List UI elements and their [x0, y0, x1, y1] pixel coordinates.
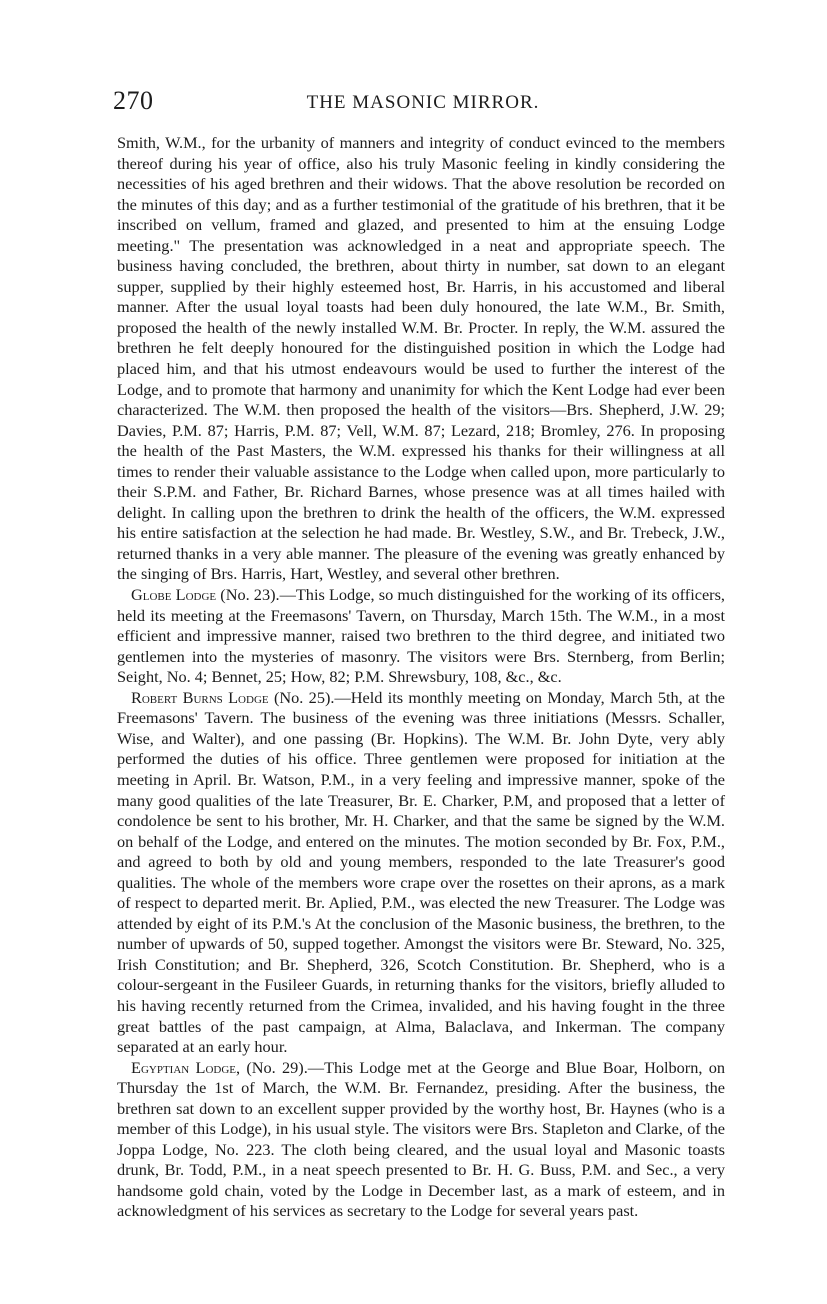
paragraph-globe-lodge: [117, 585, 725, 688]
running-title: THE MASONIC MIRROR.: [306, 92, 540, 113]
paragraph-lead: Globe Lodge: [131, 585, 217, 605]
paragraph-robert-burns-lodge: [117, 688, 725, 1058]
paragraph-text: Smith, W.M., for the urbanity of manners and integrity of conduct evinced to the members thereof during his year of office, also his truly Masonic feeling in kindly considering the necessities of his aged brethren and their widows. That the above resolution be recorded on the minutes of this day; and as a further testimonial of the gratitude of his brethren, that it be inscribed on vellum, framed and glazed, and presented to him at the ensuing Lodge meeting." The presentation was acknowledged in a neat and appropriate speech. The business having concluded, the brethren, about thirty in number, sat down to an elegant supper, supplied by their highly esteemed host, Br. Harris, in his accustomed and liberal manner. After the usual loyal toasts had been duly honoured, the late W.M., Br. Smith, proposed the health of the newly installed W.M. Br. Procter. In reply, the W.M. assured the brethren he felt deeply honoured for the distinguished position in which the Lodge had placed him, and that his utmost endeavours would be used to further the interest of the Lodge, and to promote that harmony and unanimity for which the Kent Lodge had ever been characterized. The W.M. then proposed the health of the visitors—Brs. Shepherd, J.W. 29; Davies, P.M. 87; Harris, P.M. 87; Vell, W.M. 87; Lezard, 218; Bromley, 276. In proposing the health of the Past Masters, the W.M. expressed his thanks for their willingness at all times to render their valuable assistance to the Lodge when called upon, more particularly to their S.P.M. and Father, Br. Richard Barnes, whose presence was at all times hailed with delight. In calling upon the brethren to drink the health of the officers, the W.M. expressed his entire satisfaction at the selection he had made. Br. Westley, S.W., and Br. Trebeck, J.W., returned thanks in a very able manner. The pleasure of the evening was greatly enhanced by the singing of Brs. Harris, Hart, Westley, and several other brethren.: [117, 133, 725, 584]
paragraph-kent-lodge-continued: [117, 133, 725, 585]
paragraph-text: , (No. 29).—This Lodge met at the George and Blue Boar, Holborn, on Thursday the 1st of March, the W.M. Br. Fernandez, presiding. After the business, the brethren sat down to an excellent supper provided by the worthy host, Br. Haynes (who is a member of this Lodge), in his usual style. The visitors were Brs. Stapleton and Clarke, of the Joppa Lodge, No. 223. The cloth being cleared, and the usual loyal and Masonic toasts drunk, Br. Todd, P.M., in a neat speech presented to Br. H. G. Buss, P.M. and Sec., a very handsome gold chain, voted by the Lodge in December last, as a mark of esteem, and in acknowledgment of his services as secretary to the Lodge for several years past.: [117, 1057, 725, 1221]
page-header: [113, 86, 733, 122]
paragraph-text: (No. 25).—Held its monthly meeting on Monday, March 5th, at the Freemasons' Tavern. The business of the evening was three initiations (Messrs. Schaller, Wise, and Walter), and one passing (Br. Hopkins). The W.M. Br. John Dyte, very ably performed the duties of his office. Three gentlemen were proposed for initiation at the meeting in April. Br. Watson, P.M., in a very feeling and impressive manner, spoke of the many good qualities of the late Treasurer, Br. E. Charker, P.M, and proposed that a letter of condolence be sent to his brother, Mr. H. Charker, and that the same be signed by the W.M. on behalf of the Lodge, and entered on the minutes. The motion seconded by Br. Fox, P.M., and agreed to both by old and young members, responded to the late Treasurer's good qualities. The whole of the members wore crape over the rosettes on their aprons, as a mark of respect to departed merit. Br. Aplied, P.M., was elected the new Treasurer. The Lodge was attended by eight of its P.M.'s At the conclusion of the Masonic business, the brethren, to the number of upwards of 50, supped together. Amongst the visitors were Br. Steward, No. 325, Irish Constitution; and Br. Shepherd, 326, Scotch Constitution. Br. Shepherd, who is a colour-sergeant in the Fusileer Guards, in returning thanks for the visitors, briefly alluded to his having recently returned from the Crimea, invalided, and his having fought in the three great battles of the past campaign, at Alma, Balaclava, and Inkerman. The company separated at an early hour.: [117, 687, 726, 1057]
page-number: 270: [113, 86, 154, 115]
paragraph-lead: Robert Burns Lodge: [131, 687, 269, 707]
body-text: [117, 133, 725, 1222]
paragraph-lead: Egyptian Lodge: [131, 1057, 236, 1077]
paragraph-text: (No. 23).—This Lodge, so much distinguished for the working of its officers, held its meeting at the Freemasons' Tavern, on Thursday, March 15th. The W.M., in a most efficient and impressive manner, raised two brethren to the third degree, and initiated two gentlemen into the mysteries of masonry. The visitors were Brs. Sternberg, from Berlin; Seight, No. 4; Bennet, 25; How, 82; P.M. Shrewsbury, 108, &c., &c.: [117, 585, 725, 687]
paragraph-egyptian-lodge: [117, 1058, 725, 1222]
